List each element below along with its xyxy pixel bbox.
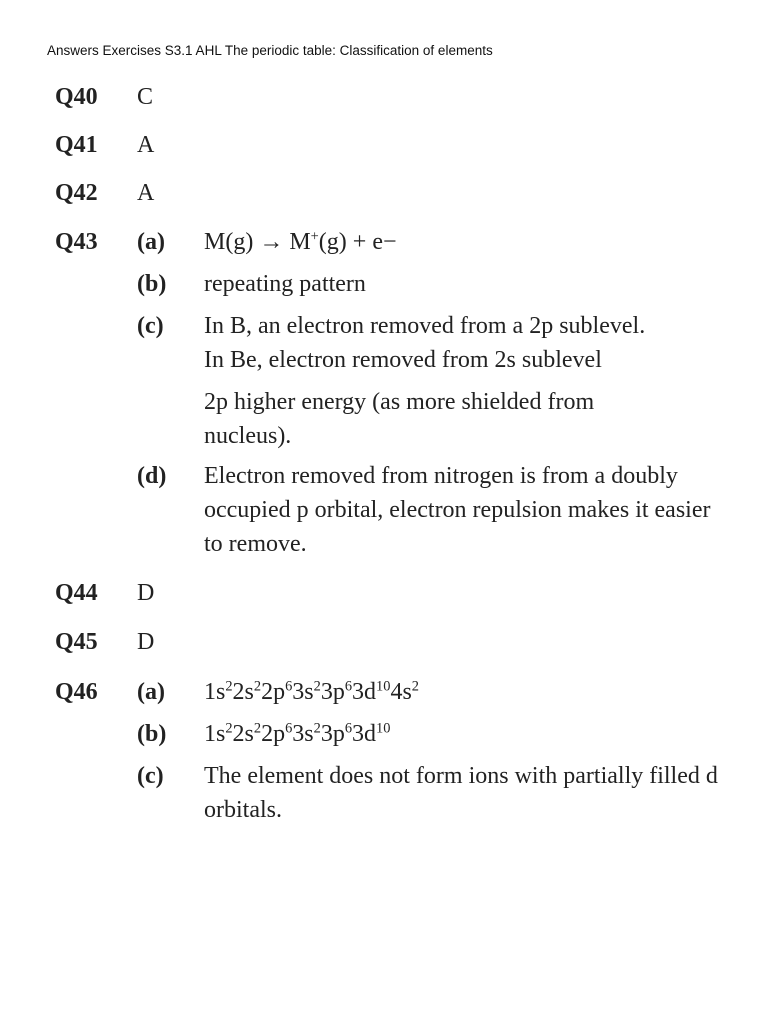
- question-label-q44: Q44: [55, 580, 98, 606]
- orbital-term: 2p: [261, 679, 286, 705]
- answer-q45: D: [137, 629, 155, 655]
- electron-count: 6: [344, 720, 353, 737]
- part-label-q43c: (c): [137, 313, 164, 339]
- answer-q43a-text-1: M(g) → M: [204, 229, 311, 255]
- answer-q42: A: [137, 180, 155, 206]
- part-label-q46b: (b): [137, 721, 167, 747]
- answer-q43c-line-2: In Be, electron removed from 2s sublevel: [204, 347, 602, 373]
- answer-q41: A: [137, 132, 155, 158]
- answer-q43a-text-2: (g) + e−: [318, 229, 397, 255]
- orbital-term: 3s: [292, 721, 314, 747]
- electron-count: 2: [313, 720, 321, 737]
- question-label-q43: Q43: [55, 229, 98, 255]
- orbital-term: 3d: [352, 721, 377, 747]
- electron-count: 6: [344, 678, 353, 695]
- orbital-term: 2s: [232, 679, 254, 705]
- orbital-term: 1s: [204, 721, 226, 747]
- electron-count: 10: [376, 678, 391, 695]
- answer-q43c-line-1: In B, an electron removed from a 2p sublevel.: [204, 313, 646, 339]
- answer-q44: D: [137, 580, 155, 606]
- part-label-q43a: (a): [137, 229, 165, 255]
- orbital-term: 4s: [390, 679, 412, 705]
- question-label-q41: Q41: [55, 132, 98, 158]
- orbital-term: 3s: [292, 679, 314, 705]
- answer-q43c-explanation: 2p higher energy (as more shielded from nucleus).: [204, 389, 595, 449]
- electron-count: 6: [285, 720, 293, 737]
- answer-q43a: [204, 225, 744, 259]
- electron-count: 6: [285, 678, 293, 695]
- electron-count: 2: [253, 720, 262, 737]
- electron-count: 2: [411, 678, 419, 695]
- question-label-q46: Q46: [55, 679, 98, 705]
- page-header: Answers Exercises S3.1 AHL The periodic table: Classification of elements: [47, 43, 493, 58]
- electron-config-q46b: [204, 717, 744, 751]
- question-label-q42: Q42: [55, 180, 98, 206]
- orbital-term: 2p: [261, 721, 286, 747]
- part-label-q46a: (a): [137, 679, 165, 705]
- answer-q46c: The element does not form ions with partially filled d orbitals.: [204, 763, 718, 823]
- electron-count: 2: [225, 678, 233, 695]
- electron-count: 2: [253, 678, 262, 695]
- orbital-term: 2s: [232, 721, 254, 747]
- part-label-q43d: (d): [137, 463, 167, 489]
- answer-q40: C: [137, 84, 154, 110]
- question-label-q45: Q45: [55, 629, 98, 655]
- question-label-q40: Q40: [55, 84, 98, 110]
- orbital-term: 3p: [320, 721, 345, 747]
- answer-q43b: repeating pattern: [204, 271, 366, 297]
- electron-count: 2: [225, 720, 233, 737]
- orbital-term: 3p: [320, 679, 345, 705]
- part-label-q43b: (b): [137, 271, 167, 297]
- part-label-q46c: (c): [137, 763, 164, 789]
- answer-q43d: Electron removed from nitrogen is from a doubly occupied p orbital, electron repulsion makes it easier to remove.: [204, 463, 711, 557]
- answer-q43a-charge: +: [310, 228, 319, 245]
- electron-count: 2: [313, 678, 321, 695]
- orbital-term: 3d: [352, 679, 377, 705]
- orbital-term: 1s: [204, 679, 226, 705]
- electron-count: 10: [376, 720, 391, 737]
- electron-config-q46a: [204, 675, 744, 709]
